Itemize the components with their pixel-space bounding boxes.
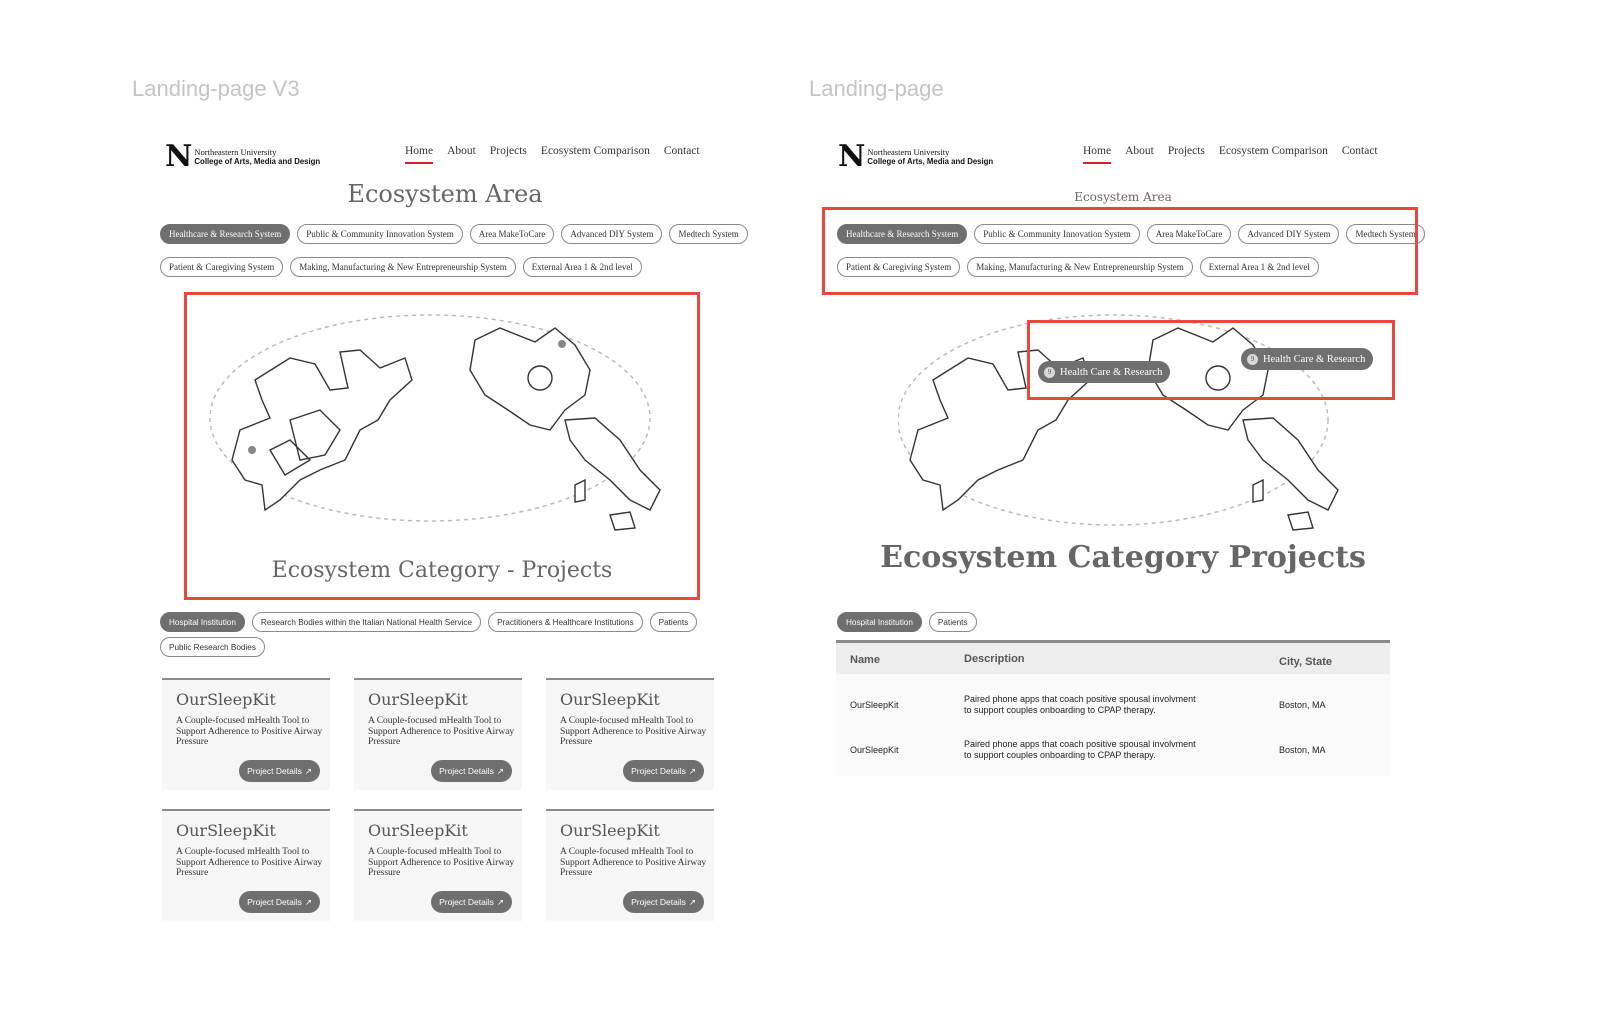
card-title: OurSleepKit (176, 690, 276, 709)
button-label: Project Details (439, 897, 494, 907)
project-card (162, 678, 330, 790)
card-title: OurSleepKit (368, 821, 468, 840)
project-details-button[interactable] (431, 760, 512, 782)
chip-category[interactable]: Patients (929, 612, 977, 632)
logo[interactable] (165, 139, 321, 174)
chip-ecosystem[interactable]: Advanced DIY System (561, 224, 662, 244)
column-header-name[interactable]: Name (850, 654, 880, 666)
project-card (354, 678, 522, 790)
main-nav (1083, 145, 1378, 164)
chip-category[interactable]: Practitioners & Healthcare Institutions (488, 612, 643, 632)
cell-description: Paired phone apps that coach positive spousal involvment (964, 694, 1196, 704)
chip-category[interactable]: Public Research Bodies (160, 637, 265, 657)
logo-mark: N (165, 139, 192, 174)
chip-ecosystem[interactable]: Medtech System (1346, 224, 1424, 244)
chip-category[interactable]: Patients (650, 612, 698, 632)
nav-home[interactable]: Home (405, 145, 433, 164)
cell-description: to support couples onboarding to CPAP therapy. (964, 750, 1156, 760)
ecosystem-chips-row2 (160, 257, 642, 277)
badge-count: 9 (1247, 354, 1258, 365)
card-description: A Couple-focused mHealth Tool to Support Adherence to Positive Airway Pressure (368, 847, 515, 878)
card-description: A Couple-focused mHealth Tool to Support Adherence to Positive Airway Pressure (560, 847, 707, 878)
chip-ecosystem[interactable]: Public & Community Innovation System (297, 224, 463, 244)
project-card (162, 809, 330, 921)
project-card (546, 678, 714, 790)
logo-line1: Northeastern University (867, 147, 950, 157)
nav-projects[interactable]: Projects (1167, 145, 1205, 157)
button-label: Project Details (247, 897, 302, 907)
card-title: OurSleepKit (560, 690, 660, 709)
logo[interactable] (838, 139, 994, 174)
chip-category[interactable]: Hospital Institution (160, 612, 245, 632)
nav-contact[interactable]: Contact (1341, 145, 1378, 157)
nav-projects[interactable]: Projects (489, 145, 527, 157)
category-title: Ecosystem Category - Projects (271, 558, 613, 583)
chip-category[interactable]: Hospital Institution (837, 612, 922, 632)
projects-table (836, 640, 1390, 776)
chip-ecosystem[interactable]: Public & Community Innovation System (974, 224, 1140, 244)
external-link-icon: ↗ (688, 765, 696, 776)
cell-city: Boston, MA (1279, 700, 1326, 710)
nav-contact[interactable]: Contact (663, 145, 700, 157)
cell-name: OurSleepKit (850, 700, 899, 710)
main-nav (405, 145, 700, 164)
highlight-box (184, 292, 700, 600)
project-details-button[interactable] (239, 891, 320, 913)
external-link-icon: ↗ (304, 765, 312, 776)
landing-page-v3 (150, 130, 740, 960)
landing-page (838, 130, 1438, 960)
category-chips (837, 612, 977, 632)
column-header-description[interactable]: Description (964, 653, 1025, 665)
external-link-icon: ↗ (496, 896, 504, 907)
card-description: A Couple-focused mHealth Tool to Support Adherence to Positive Airway Pressure (176, 847, 323, 878)
button-label: Project Details (439, 766, 494, 776)
nav-about[interactable]: About (1125, 145, 1154, 157)
card-title: OurSleepKit (176, 821, 276, 840)
external-link-icon: ↗ (304, 896, 312, 907)
logo-mark: N (838, 139, 865, 174)
highlight-box (822, 207, 1418, 295)
chip-ecosystem[interactable]: Patient & Caregiving System (837, 257, 960, 277)
frame-label-v3: Landing-page V3 (132, 76, 300, 101)
column-header-city[interactable]: City, State (1279, 656, 1332, 668)
card-description: A Couple-focused mHealth Tool to Support Adherence to Positive Airway Pressure (560, 716, 707, 747)
project-card (354, 809, 522, 921)
nav-home[interactable]: Home (1083, 145, 1111, 164)
cell-description: Paired phone apps that coach positive spousal involvment (964, 739, 1196, 749)
cell-name: OurSleepKit (850, 745, 899, 755)
external-link-icon: ↗ (496, 765, 504, 776)
chip-ecosystem[interactable]: Making, Manufacturing & New Entrepreneurship System (290, 257, 515, 277)
project-details-button[interactable] (431, 891, 512, 913)
chip-category[interactable]: Research Bodies within the Italian National Health Service (252, 612, 481, 632)
card-description: A Couple-focused mHealth Tool to Support Adherence to Positive Airway Pressure (176, 716, 323, 747)
chip-ecosystem[interactable]: Area MakeToCare (1147, 224, 1232, 244)
table-row[interactable] (836, 674, 1390, 725)
project-details-button[interactable] (623, 760, 704, 782)
ecosystem-chips-row1 (160, 224, 748, 244)
logo-line2: College of Arts, Media and Design (867, 157, 994, 166)
card-title: OurSleepKit (560, 821, 660, 840)
table-header (836, 640, 1390, 674)
chip-ecosystem[interactable]: Medtech System (669, 224, 747, 244)
nav-ecosystem-comparison[interactable]: Ecosystem Comparison (540, 145, 650, 157)
logo-line1: Northeastern University (194, 147, 277, 157)
logo-line2: College of Arts, Media and Design (194, 157, 321, 166)
card-title: OurSleepKit (368, 690, 468, 709)
project-card (546, 809, 714, 921)
chip-ecosystem[interactable]: Patient & Caregiving System (160, 257, 283, 277)
project-details-button[interactable] (239, 760, 320, 782)
card-description: A Couple-focused mHealth Tool to Support Adherence to Positive Airway Pressure (368, 716, 515, 747)
frame-label: Landing-page (809, 76, 944, 101)
category-title: Ecosystem Category Projects (880, 540, 1366, 575)
button-label: Project Details (631, 897, 686, 907)
button-label: Project Details (247, 766, 302, 776)
chip-ecosystem[interactable]: Area MakeToCare (470, 224, 555, 244)
chip-ecosystem[interactable]: Healthcare & Research System (160, 224, 290, 244)
table-row[interactable] (836, 725, 1390, 776)
chip-ecosystem[interactable]: External Area 1 & 2nd level (523, 257, 642, 277)
ecosystem-area-title: Ecosystem Area (1074, 190, 1172, 204)
nav-about[interactable]: About (447, 145, 476, 157)
ecosystem-area-title: Ecosystem Area (347, 180, 543, 208)
external-link-icon: ↗ (688, 896, 696, 907)
button-label: Project Details (631, 766, 686, 776)
pill-label: Health Care & Research (1263, 353, 1366, 365)
cell-city: Boston, MA (1279, 745, 1326, 755)
highlight-box (1027, 320, 1395, 400)
chip-ecosystem[interactable]: Advanced DIY System (1238, 224, 1339, 244)
chip-ecosystem[interactable]: Healthcare & Research System (837, 224, 967, 244)
pill-label: Health Care & Research (1060, 366, 1163, 378)
nav-ecosystem-comparison[interactable]: Ecosystem Comparison (1218, 145, 1328, 157)
project-details-button[interactable] (623, 891, 704, 913)
badge-count: 9 (1044, 367, 1055, 378)
category-chips-row2 (160, 637, 265, 657)
category-chips-row1 (160, 612, 697, 632)
chip-ecosystem[interactable]: Making, Manufacturing & New Entrepreneurship System (967, 257, 1192, 277)
chip-ecosystem[interactable]: External Area 1 & 2nd level (1200, 257, 1319, 277)
cell-description: to support couples onboarding to CPAP therapy. (964, 705, 1156, 715)
